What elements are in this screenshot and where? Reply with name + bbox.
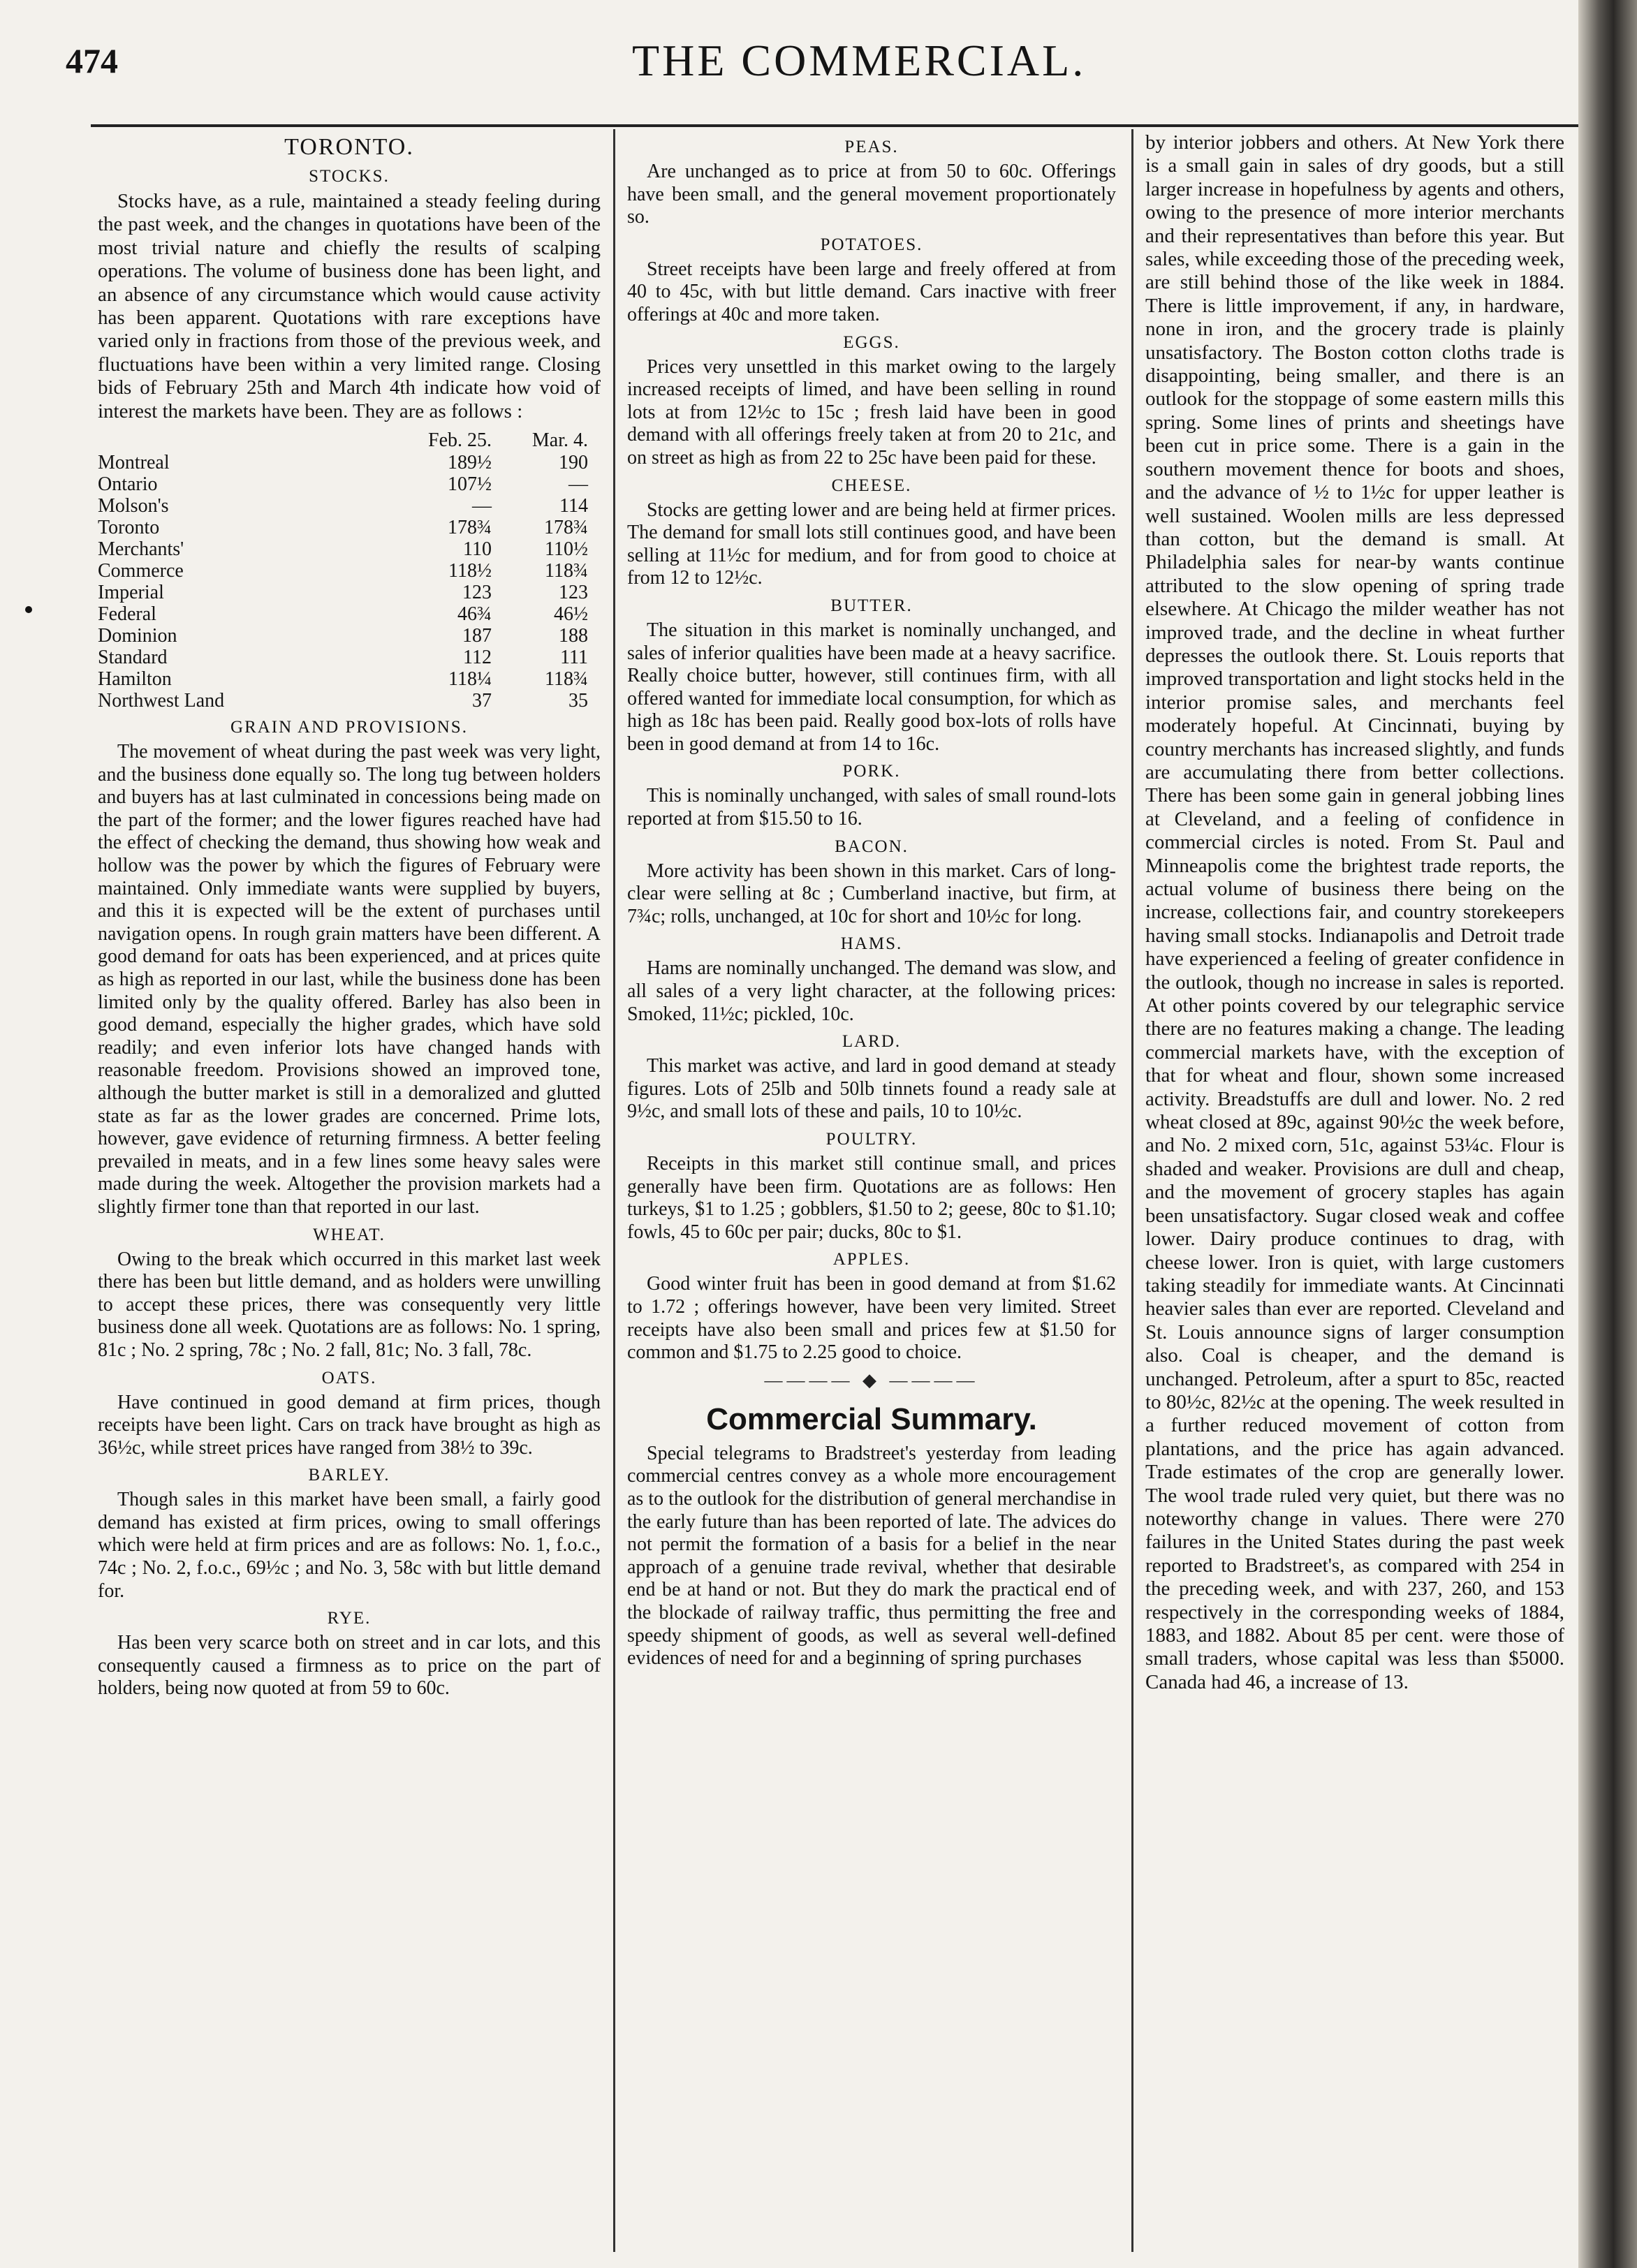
stock-value-mar4: 118¾ [545, 560, 588, 582]
stock-name: Toronto [98, 517, 160, 539]
table-row [98, 538, 601, 560]
stock-table-header [98, 429, 601, 452]
stock-value-feb25: 123 [462, 582, 492, 604]
stock-value-feb25: 110 [463, 538, 492, 561]
table-row [98, 625, 601, 647]
stock-col-a-header: Feb. 25. [428, 429, 492, 452]
stock-value-mar4: 110½ [545, 538, 588, 561]
masthead-title: THE COMMERCIAL. [632, 36, 1087, 85]
section-heading: BARLEY. [308, 1466, 390, 1485]
stock-value-mar4: 123 [559, 582, 588, 604]
table-row [98, 495, 601, 517]
section-heading: WHEAT. [313, 1225, 386, 1244]
table-row [98, 647, 601, 668]
column-rule [1131, 129, 1133, 2252]
stock-name: Merchants' [98, 538, 184, 561]
table-row [98, 517, 601, 538]
section-heading: GRAIN AND PROVISIONS. [230, 718, 468, 737]
bacon-paragraph: More activity has been shown in this market. Cars of long-clear were selling at 8c ; Cumberland inactive, but firm, at 7¾c; rolls, unchanged, at 10c for short and 10½c for long. [627, 860, 1116, 927]
stock-name: Montreal [98, 452, 170, 474]
column-1 [98, 131, 601, 2247]
section-heading: PORK. [842, 762, 901, 781]
summary-continued-paragraph: by interior jobbers and others. At New York there is a small gain in sales of dry goods, but a still larger increase in hopefulness by agents and others, owing to the presence of more interior merchants and their representatives than before this year. But sales, while exceeding those of the preceding week, are still behind those of the like week in 1884. There is little improvement, if any, in hardware, none in iron, and the grocery trade is plainly unsatisfactory. The Boston cotton cloths trade is disappointing, being smaller, and there is an outlook for the stoppage of some eastern mills this spring. Some lines of prints and sheetings have been cut in price some. There is a gain in the southern movement thence for boots and shoes, and the advance of ½ to 1½c for upper leather is well sustained. Woolen mills are less depressed than cotton, but the demand is small. At Philadelphia sales for near-by wants continue attributed to the slow opening of spring trade elsewhere. At Chicago the milder weather has not improved trade, and the decline in wheat further depresses the outlook there. St. Louis reports that improved transportation and light stocks held in the interior promise sales, and merchants feel moderately hopeful. At Cincinnati, buying by country merchants has increased slightly, and funds are accumulating there from better collections. There has been some gain in general jobbing lines at Cleveland, and a feeling of confidence in commercial circles is noted. From St. Paul and Minneapolis come the brightest trade reports, the actual volume of business there being on the increase, collections fair, and country storekeepers having small stocks. Indianapolis and Detroit trade have experienced a feeling of greater confidence in the outlook, though no increase in sales is reported. At other points covered by our telegraphic service there are no features making a change. The leading commercial markets have, with the exception of that for wheat and flour, shown some increased activity. Breadstuffs are dull and lower. No. 2 red wheat closed at 89c, against 90½c the week before, and No. 2 mixed corn, 51c, against 53¼c. Flour is shaded and weaker. Provisions are dull and cheap, and the movement of grocery staples has again been unsatisfactory. Sugar closed weak and coffee lower. Dairy produce continues to drag, with cheese lower. Iron is quiet, with large customers taking steadily for immediate wants. At Cincinnati heavier sales than ever are reported. Cleveland and St. Louis announce signs of larger consumption also. Coal is cheaper, and the demand is unchanged. Petroleum, after a spurt to 85c, reacted to 80½c, 82½c at the opening. The week resulted in a further reduced movement of cotton from plantations, and the price has again advanced. Trade estimates of the crop are generally lower. The wool trade ruled very quiet, but there was no noteworthy change in values. There were 270 failures in the United States during the past week reported to Bradstreet's, as compared with 254 in the preceding week, and with 237, 260, and 153 respectively in the corresponding weeks of 1884, 1883, and 1882. About 85 per cent. were those of small traders, whose capital was less than $5000. Canada had 46, a increase of 13. [1145, 131, 1564, 1693]
stocks-paragraph: Stocks have, as a rule, maintained a steady feeling during the past week, and the changes in quotations have been of the most trivial nature and chiefly the results of scalping operations. The volume of business done has been light, and an absence of any circumstance which would cause activity has been apparent. Quotations with rare exceptions have varied only in fractions from those of the previous week, and fluctuations have been within a very limited range. Closing bids of February 25th and March 4th indicate how void of interest the markets have been. They are as follows : [98, 190, 601, 422]
stock-name: Commerce [98, 560, 184, 582]
column-3 [1145, 131, 1564, 2247]
stock-name: Federal [98, 603, 156, 626]
wheat-paragraph: Owing to the break which occurred in this market last week there has been but little demand, and as holders were unwilling to accept these prices, there was consequently very little business done all week. Quotations are as follows: No. 1 spring, 81c ; No. 2 spring, 78c ; No. 2 fall, 81c; No. 3 fall, 78c. [98, 1248, 601, 1361]
section-heading: OATS. [321, 1368, 377, 1387]
stock-name-header [98, 429, 408, 452]
stock-value-feb25: 37 [472, 690, 492, 712]
cheese-paragraph: Stocks are getting lower and are being held at firmer prices. The demand for small lots still continues good, and have been selling at 11½c for medium, and for from good to choice at from 12 to 12½c. [627, 499, 1116, 589]
summary-title: Commercial Summary. [706, 1401, 1037, 1436]
stock-value-feb25: 187 [462, 625, 492, 647]
table-row [98, 560, 601, 582]
stock-value-feb25: 178¾ [448, 517, 492, 539]
stock-table-body [98, 452, 601, 712]
section-heading: STOCKS. [309, 167, 390, 186]
potatoes-paragraph: Street receipts have been large and freely offered at from 40 to 45c, with but little demand. Cars inactive with freer offerings at 40c and more taken. [627, 258, 1116, 325]
stock-col-b-header: Mar. 4. [531, 429, 588, 452]
stock-value-feb25: 112 [463, 647, 492, 669]
stock-value-feb25: 107½ [448, 473, 492, 496]
oats-paragraph: Have continued in good demand at firm prices, though receipts have been light. Cars on track have brought as high as 36½c, while street prices have ranged from 38½ to 39c. [98, 1391, 601, 1459]
lard-paragraph: This market was active, and lard in good demand at steady figures. Lots of 25lb and 50lb tinnets found a ready sale at 9½c, and small lots of these and pails, 10 to 10½c. [627, 1055, 1116, 1123]
pork-paragraph: This is nominally unchanged, with sales of small round-lots reported at from $15.50 to 16. [627, 785, 1116, 830]
apples-paragraph: Good winter fruit has been in good demand at from $1.62 to 1.72 ; offerings however, have been very limited. Street receipts have also been small and prices few at $1.50 for common and $1.75 to 2.25 good to choice. [627, 1273, 1116, 1364]
stock-name: Dominion [98, 625, 177, 647]
stock-value-mar4: 178¾ [544, 517, 588, 539]
stock-name: Ontario [98, 473, 158, 496]
poultry-paragraph: Receipts in this market still continue small, and prices generally have been firm. Quotations are as follows: Hen turkeys, $1 to 1.25 ; gobblers, $1.50 to 2; geese, 80c to $1.10; fowls, 45 to 60c per pair; ducks, 80c to $1. [627, 1153, 1116, 1243]
page-header [0, 28, 1637, 98]
hams-paragraph: Hams are nominally unchanged. The demand was slow, and all sales of a very light character, at the following prices: Smoked, 11½c; pickled, 10c. [627, 957, 1116, 1025]
stock-name: Standard [98, 647, 168, 669]
table-row [98, 603, 601, 625]
stock-name: Hamilton [98, 668, 172, 691]
section-heading: POULTRY. [825, 1130, 918, 1149]
column-rule [613, 129, 615, 2252]
stock-value-mar4: 114 [559, 495, 588, 517]
header-rule [91, 124, 1585, 127]
stock-value-mar4: 35 [568, 690, 588, 712]
section-title: TORONTO. [284, 134, 414, 160]
table-row [98, 690, 601, 712]
section-heading: LARD. [842, 1032, 902, 1052]
stock-value-mar4: 190 [559, 452, 588, 474]
butter-paragraph: The situation in this market is nominally unchanged, and sales of inferior qualities have been made at a heavy sacrifice. Really choice butter, however, still continues firm, with all offered wanted for immediate local consumption, for which as high as 18c has been paid. Really good box-lots of rolls have been in good demand at from 14 to 16c. [627, 619, 1116, 755]
peas-paragraph: Are unchanged as to price at from 50 to 60c. Offerings have been small, and the general movement proportionately so. [627, 161, 1116, 228]
column-2 [627, 131, 1116, 2247]
section-heading: APPLES. [832, 1250, 911, 1269]
table-row [98, 473, 601, 495]
margin-dot [25, 606, 32, 613]
section-heading: RYE. [327, 1609, 372, 1628]
table-row [98, 452, 601, 473]
stock-value-mar4: 188 [559, 625, 588, 647]
stock-table [98, 429, 601, 712]
stock-value-feb25: 46¾ [457, 603, 492, 626]
barley-paragraph: Though sales in this market have been small, a fairly good demand has existed at firm prices, owing to small offerings which were held at firm prices and are as follows: No. 1, f.o.c., 74c ; No. 2, f.o.c., 69½c ; and No. 3, 58c with but little demand for. [98, 1489, 601, 1602]
table-row [98, 668, 601, 690]
stock-name: Northwest Land [98, 690, 225, 712]
section-heading: CHEESE. [831, 476, 912, 495]
page-edge-binding [1578, 0, 1637, 2268]
stock-value-mar4: 118¾ [545, 668, 588, 691]
stock-value-feb25: 118½ [448, 560, 492, 582]
page-number: 474 [66, 41, 118, 80]
table-row [98, 582, 601, 603]
stock-name: Imperial [98, 582, 164, 604]
rye-paragraph: Has been very scarce both on street and in car lots, and this consequently caused a firmness as to price on the part of holders, being now quoted at from 59 to 60c. [98, 1632, 601, 1700]
section-heading: HAMS. [840, 934, 903, 954]
stock-name: Molson's [98, 495, 169, 517]
stock-value-feb25: — [472, 495, 492, 517]
section-heading: POTATOES. [820, 235, 923, 254]
section-heading: BACON. [835, 837, 909, 856]
section-heading: BUTTER. [830, 596, 913, 615]
section-heading: EGGS. [843, 332, 900, 352]
grain-paragraph: The movement of wheat during the past week was very light, and the business done equally so. The long tug between holders and buyers has at last culminated in concessions being made on the part of the former; and the lower figures reached have had the effect of checking the demand, thus showing how weak and hollow was the power by which the figures of February were maintained. Only immediate wants were supplied by buyers, and this it is expected will be the extent of purchases until navigation opens. In rough grain matters have been different. A good demand for oats has been experienced, and at prices quite as high as reported in our last, while the business done has been limited only by the quality offered. Barley has also been in good demand, especially the higher grades, which have sold readily; and even inferior lots have changed hands with reasonable freedom. Provisions showed an improved tone, although the butter market is still in a demoralized and glutted state as far as the lower grades are concerned. Prime lots, however, gave evidence of returning firmness. A better feeling prevailed in meats, and in a few lines some heavy sales were made during the week. Altogether the provision markets had a slightly firmer tone than that reported in our last. [98, 741, 601, 1218]
stock-value-feb25: 118¼ [448, 668, 492, 691]
ornament-divider: ———— ◆ ———— [764, 1369, 979, 1390]
stock-value-feb25: 189½ [448, 452, 492, 474]
section-heading: PEAS. [844, 138, 899, 156]
stock-value-mar4: 111 [560, 647, 588, 669]
stock-value-mar4: 46½ [554, 603, 588, 626]
summary-paragraph: Special telegrams to Bradstreet's yesterday from leading commercial centres convey as a whole more encouragement as to the outlook for the distribution of general merchandise in the early future than has been reported of late. The advices do not permit the formation of a basis for a belief in the near approach of a genuine trade revival, whether that desirable end be at hand or not. But they do mark the practical end of the blockade of railway traffic, thus permitting the free and speedy shipment of goods, as well as several well-defined evidences of need for and a beginning of spring purchases [627, 1442, 1116, 1670]
stock-value-mar4: — [568, 473, 588, 496]
eggs-paragraph: Prices very unsettled in this market owing to the largely increased receipts of limed, and have been selling in round lots at from 12½c to 15c ; fresh laid have been in good demand with all offerings freely taken at from 20 to 21c, and on street as high as from 22 to 25c have been paid for these. [627, 355, 1116, 469]
